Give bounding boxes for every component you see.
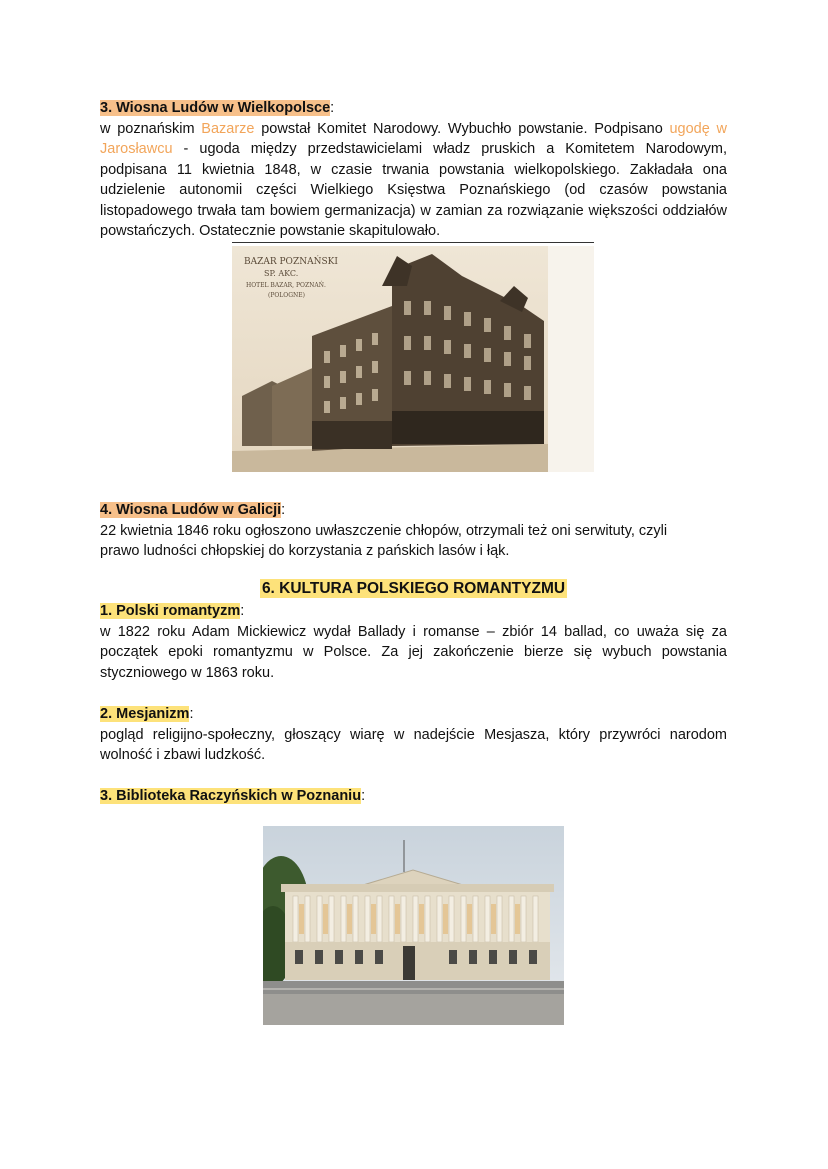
photo-caption-4: (POLOGNE): [268, 292, 305, 299]
photo-caption-1: BAZAR POZNAŃSKI: [244, 257, 338, 267]
heading-biblioteka: 3. Biblioteka Raczyńskich w Poznaniu: [100, 788, 362, 804]
photo-caption-2: SP. AKC.: [264, 269, 299, 278]
paragraph-polski-romantyzm: w 1822 roku Adam Mickiewicz wydał Ballady i romanse – zbiór 14 ballad, co uważa się za początek epoki romantyzmu w Polsce. Za jej zakończenie bierze się wybuch powstania styczniowego w 1863 roku.: [100, 623, 727, 681]
heading-polski-romantyzm: 1. Polski romantyzm: [100, 603, 241, 619]
bazar-poznanski-photo: [232, 246, 594, 472]
section-wielkopolska: [100, 98, 727, 242]
paragraph-wielkopolska: [100, 119, 727, 242]
heading-mesjanizm: 2. Mesjanizm: [100, 706, 190, 722]
heading-colon: :: [281, 502, 286, 518]
heading-colon: :: [361, 788, 366, 804]
text-run: w poznańskim: [100, 120, 202, 137]
heading-colon: :: [240, 603, 245, 619]
section-mesjanizm: [100, 704, 727, 766]
section-biblioteka: [100, 786, 727, 807]
section-title-text: 6. KULTURA POLSKIEGO ROMANTYZMU: [261, 580, 566, 597]
section-title-romantyzm: [100, 580, 727, 598]
link-ugoda-jaroslawiec[interactable]: ugodę w Jarosławcu: [100, 120, 727, 157]
photo-caption-3: HOTEL BAZAR, POZNAŃ.: [246, 282, 326, 289]
biblioteka-raczynskich-photo: [263, 826, 564, 1025]
heading-colon: :: [189, 706, 194, 722]
heading-galicja: 4. Wiosna Ludów w Galicji: [100, 502, 282, 518]
text-run: - ugoda między przedstawicielami władz pruskich a Komitetem Narodowym, podpisana 11 kwietnia 1848, w czasie trwania powstania wielkopolskiego. Zakładała ona udzielenie autonomii części Wielkiego Księstwa Poznańskiego (od czasów powstania listopadowego trwała tam bowiem germanizacja) w zamian za rozwiązanie większości oddziałów powstańczych. Ostatecznie powstanie skapitulowało.: [100, 141, 727, 239]
heading-colon: :: [330, 100, 335, 116]
paragraph-mesjanizm: pogląd religijno-społeczny, głoszący wiarę w nadejście Mesjasza, który przywróci narodom wolność i zbawi ludzkość.: [100, 726, 727, 763]
section-polski-romantyzm: [100, 601, 727, 683]
heading-wielkopolska: 3. Wiosna Ludów w Wielkopolsce: [100, 100, 331, 116]
section-galicja: [100, 500, 727, 562]
divider-line: [232, 242, 594, 243]
paragraph-galicja: 22 kwietnia 1846 roku ogłoszono uwłaszczenie chłopów, otrzymali też oni serwituty, czyli prawo ludności chłopskiej do korzystania z pańskich lasów i łąk.: [100, 522, 668, 559]
text-run: powstał Komitet Narodowy. Wybuchło powstanie. Podpisano: [254, 120, 670, 137]
link-bazar[interactable]: Bazarze: [201, 120, 255, 137]
